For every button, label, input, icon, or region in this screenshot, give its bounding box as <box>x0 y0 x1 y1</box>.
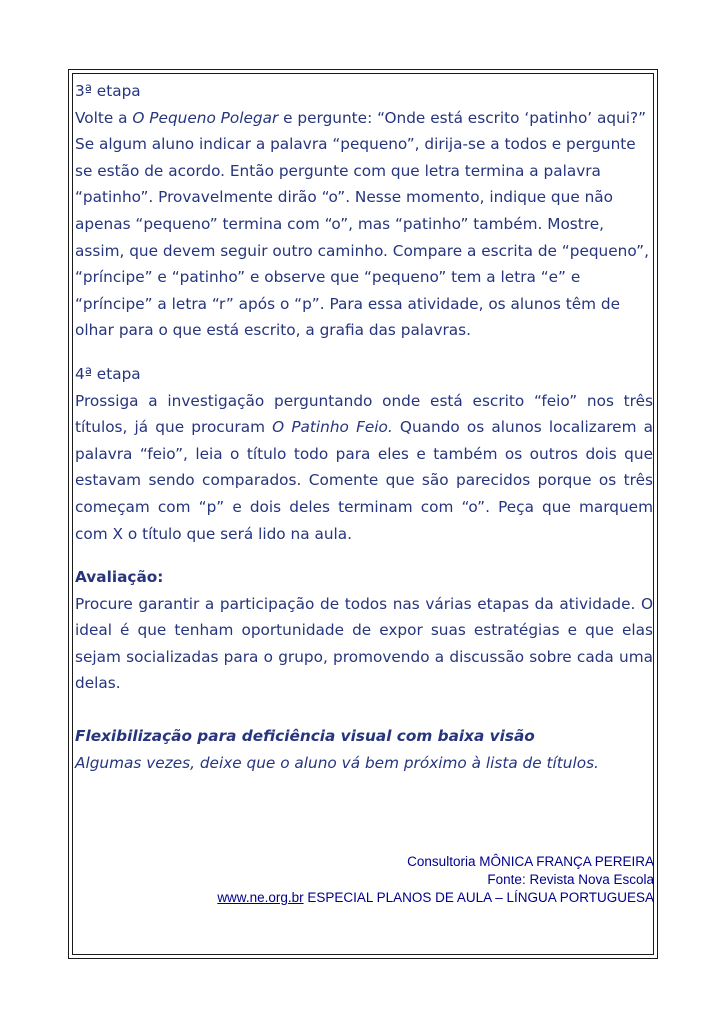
spacer <box>75 697 653 723</box>
flex-paragraph: Algumas vezes, deixe que o aluno vá bem próximo à lista de títulos. <box>75 753 599 772</box>
footer-link[interactable]: www.ne.org.br <box>217 890 304 905</box>
section3-paragraph <box>75 105 653 344</box>
footer-credits <box>217 853 654 907</box>
section3-text-b: e pergunte: “Onde está escrito ‘patinho’ aqui?” Se algum aluno indicar a palavra “pequeno”, dirija-se a todos e pergunte se estão de acordo. Então pergunte com que letra termina a palavra “patinho”. Provavelmente dirão “o”. Nesse momento, indique que não apenas “pequeno” termina com “o”, mas “patinho” também. Mostre, assim, que devem seguir outro caminho. Compare a escrita de “pequeno”, “príncipe” e “patinho” e observe que “pequeno” tem a letra “e” e “príncipe” a letra “r” após o “p”. Para essa atividade, os alunos têm de olhar para o que está escrito, a grafia das palavras. <box>75 108 649 340</box>
section3-book-title: O Pequeno Polegar <box>132 108 279 127</box>
section4-paragraph <box>75 388 653 548</box>
footer-consultancy: Consultoria MÔNICA FRANÇA PEREIRA <box>407 854 654 869</box>
evaluation-heading: Avaliação: <box>75 568 164 587</box>
footer-source: Fonte: Revista Nova Escola <box>487 872 654 887</box>
evaluation-paragraph: Procure garantir a participação de todos nas várias etapas da atividade. O ideal é que tenham oportunidade de expor suas estratégias e que elas sejam socializadas para o grupo, promovendo a discussão sobre cada uma delas. <box>75 594 653 693</box>
footer-series: ESPECIAL PLANOS DE AULA – LÍNGUA PORTUGUESA <box>303 890 654 905</box>
section3-heading: 3ª etapa <box>75 82 141 100</box>
spacer <box>75 344 653 361</box>
flex-heading: Flexibilização para deficiência visual com baixa visão <box>75 727 535 746</box>
footer-site-line <box>217 889 654 907</box>
section4-text-b: Quando os alunos localizarem a palavra “feio”, leia o título todo para eles e também os outros dois que estavam sendo comparados. Comente que são parecidos porque os três começam com “p” e dois deles terminam com “o”. Peça que marquem com X o título que será lido na aula. <box>75 418 653 543</box>
section4-book-title: O Patinho Feio. <box>272 418 393 437</box>
document-body <box>75 78 653 776</box>
section4-text-a: Prossiga a investigação perguntando onde está escrito “feio” nos três títulos, já que procuram <box>75 391 653 437</box>
section3-text-a: Volte a <box>75 108 133 127</box>
spacer <box>75 547 653 564</box>
section4-heading: 4ª etapa <box>75 364 141 383</box>
